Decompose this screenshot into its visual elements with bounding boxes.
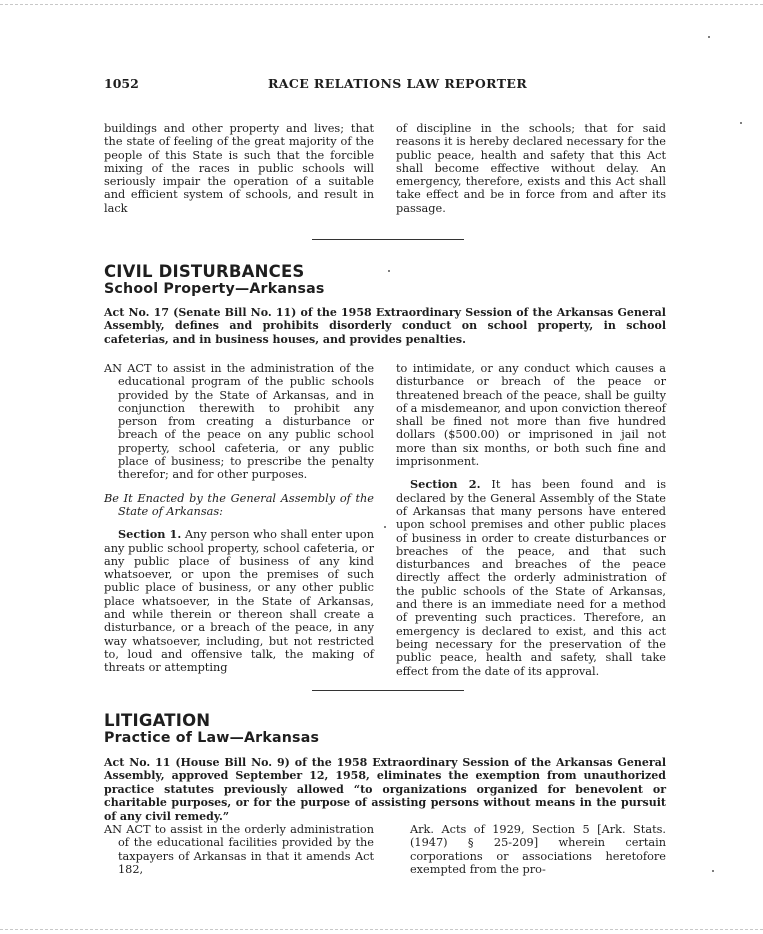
section-subheading-practice-of-law: Practice of Law—Arkansas xyxy=(104,730,320,746)
section-divider-rule xyxy=(312,239,464,240)
scan-edge-bottom xyxy=(0,929,763,930)
section-heading-litigation: LITIGATION xyxy=(104,711,211,730)
scan-edge-top xyxy=(0,4,763,5)
preceding-paragraph-right: of discipline in the schools; that for said reasons it is hereby declared necessary for the public peace, health and safety that this Act shall become effective without delay. An emergency, therefore, exists and this Act shall take effect and be in force from and after its passage. xyxy=(396,122,666,215)
act-17-summary: Act No. 17 (Senate Bill No. 11) of the 1958 Extraordinary Session of the Arkansas General Assembly, defines and prohibits disorderly conduct on school property, in school cafeterias, and in business houses, and provides penalties. xyxy=(104,306,666,346)
act-17-section-2 xyxy=(396,478,666,677)
section-2-text: It has been found and is declared by the General Assembly of the State of Arkansas that many persons have entered upon school premises and other public places of business in order to create disturbances or breaches of the peace, and that such disturbances and breaches of the peace directly affect the orderly administration of the public schools of the State of Arkansas, and there is an immediate need for a method of preventing such practices. Therefore, an emergency is declared to exist, and this act being necessary for the preservation of the public peace, health and safety, shall take effect from the date of its approval. xyxy=(396,478,666,678)
act-17-section-1 xyxy=(104,528,374,674)
scan-speck xyxy=(708,36,710,38)
act-11-summary: Act No. 11 (House Bill No. 9) of the 1958 Extraordinary Session of the Arkansas General Assembly, approved September 12, 1958, eliminates the exemption from unauthorized practice statutes previously allowed “to organizations organized for benevolent or charitable purposes, or for the purpose of assisting persons without means in the pursuit of any civil remedy.” xyxy=(104,756,666,823)
act-17-right-column xyxy=(396,362,666,678)
section-subheading-school-property: School Property—Arkansas xyxy=(104,281,325,297)
act-11-right-column xyxy=(396,823,666,876)
section-1-text: Any person who shall enter upon any public school property, school cafeteria, or any public place of business of any kind whatsoever, or upon the premises of such public place of business, or any other public place whatsoever, in the State of Arkansas, and while therein or thereon shall create a disturbance, or a breach of the peace, in any way whatsoever, including, but not restricted to, loud and offensive talk, the making of threats or attempting xyxy=(104,528,374,675)
act-17-left-column xyxy=(104,362,374,675)
section-heading-civil-disturbances: CIVIL DISTURBANCES xyxy=(104,262,305,281)
running-head: RACE RELATIONS LAW REPORTER xyxy=(268,76,528,91)
scan-speck xyxy=(384,526,386,528)
section-divider-rule xyxy=(312,690,464,691)
section-1-label: Section 1. xyxy=(118,527,182,542)
act-17-title-clause: AN ACT to assist in the administration of the educational program of the public schools provided by the State of Arkansas, and in conjunction therewith to prohibit any person from creating a disturbance or breach of the peace on any public school property, school cafeteria, or any public place of business; to prescribe the penalty therefor; and for other purposes. xyxy=(104,362,374,482)
act-11-right-text: Ark. Acts of 1929, Section 5 [Ark. Stats. (1947) § 25-209] wherein certain corporations or associations heretofore exempted from the pro- xyxy=(410,823,666,876)
act-11-left-column xyxy=(104,823,374,876)
preceding-paragraph-left: buildings and other property and lives; that the state of feeling of the great majority of the people of this State is such that the forcible mixing of the races in public schools will seriously impair the operation of a suitable and efficient system of schools, and result in lack xyxy=(104,122,374,215)
section-2-label: Section 2. xyxy=(410,477,481,492)
preceding-text-right-column xyxy=(396,122,666,215)
preceding-text-left-column xyxy=(104,122,374,215)
scan-speck xyxy=(712,870,714,872)
scan-speck xyxy=(388,270,390,272)
scan-speck xyxy=(740,122,742,124)
act-17-enacting-clause: Be It Enacted by the General Assembly of the State of Arkansas: xyxy=(104,491,374,518)
act-17-section-1-continued: to intimidate, or any conduct which causes a disturbance or breach of the peace or threatened breach of the peace, shall be guilty of a misdemeanor, and upon conviction thereof shall be fined not more than five hundred dollars ($500.00) or imprisoned in jail not more than six months, or both such fine and imprisonment. xyxy=(396,362,666,469)
page-number: 1052 xyxy=(104,76,139,91)
act-11-title-clause: AN ACT to assist in the orderly administration of the educational facilities provided by the taxpayers of Arkansas in that it amends Act 182, xyxy=(104,823,374,876)
